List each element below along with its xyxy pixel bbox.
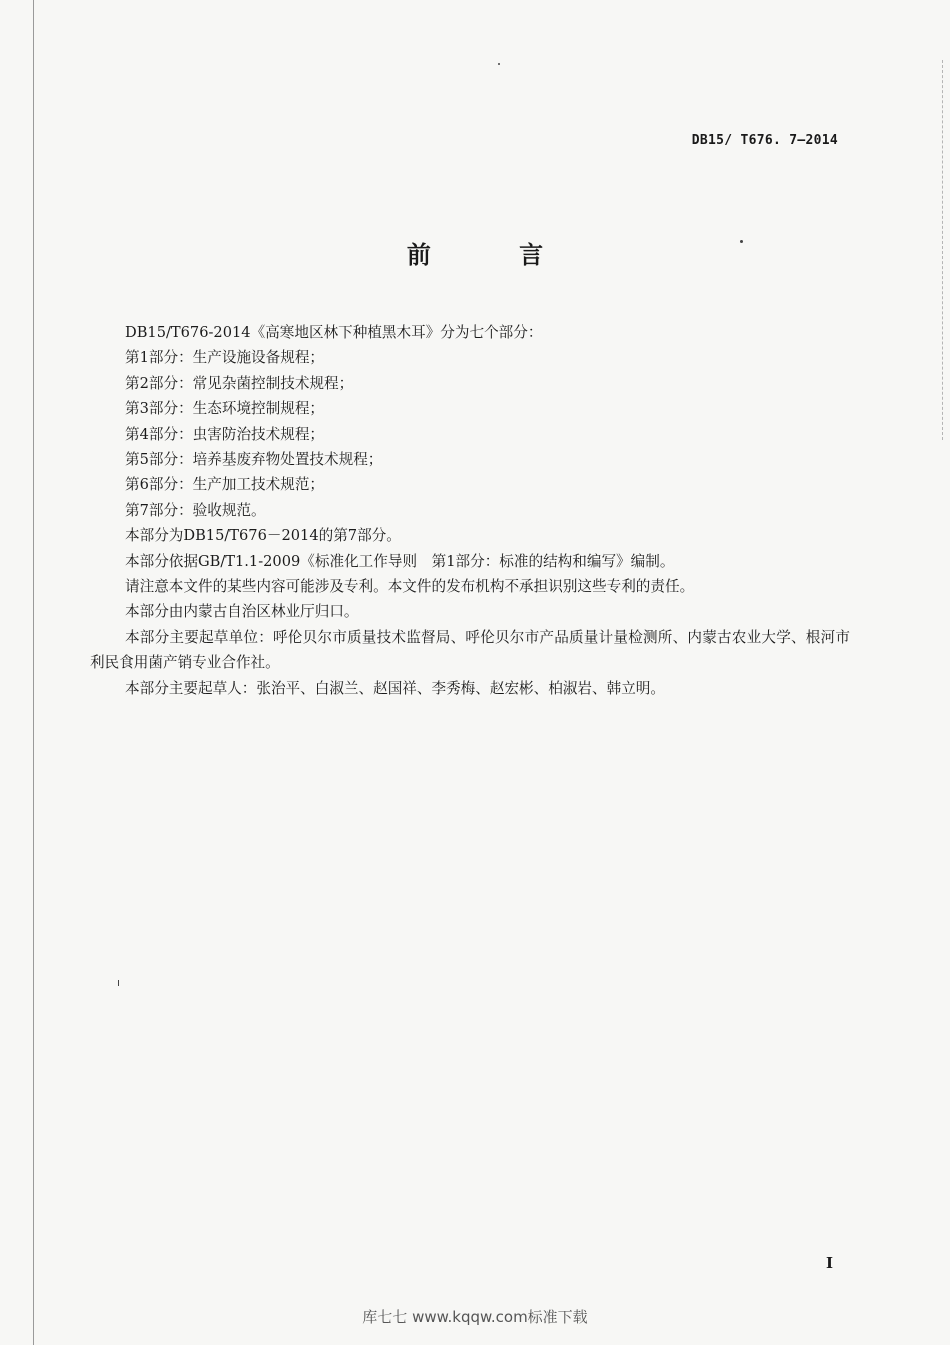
list-item-part-6: 第6部分：生产加工技术规范； [125,476,325,494]
footer-watermark: 库七七 www.kqqw.com标准下载 [362,1308,588,1326]
list-item-part-5: 第5部分：培养基废弃物处置技术规程； [125,451,383,469]
list-item-part-2: 第2部分：常见杂菌控制技术规程； [125,374,354,392]
paragraph-drafters: 本部分主要起草人：张治平、白淑兰、赵国祥、李秀梅、赵宏彬、柏淑岩、韩立明。 [125,679,665,697]
list-item-part-4: 第4部分：虫害防治技术规程； [125,425,325,443]
paragraph-responsible-dept: 本部分由内蒙古自治区林业厅归口。 [125,603,359,621]
list-item-part-1: 第1部分：生产设施设备规程； [125,349,325,367]
list-item-part-7: 第7部分：验收规范。 [125,501,266,519]
standard-code: DB15/ T676. 7—2014 [691,133,838,148]
page-number: I [826,1254,834,1272]
scan-speck [740,240,743,243]
paragraph-intro: DB15/T676-2014《高寒地区林下种植黑木耳》分为七个部分： [125,324,543,341]
scan-speck [498,63,500,65]
list-item-part-3: 第3部分：生态环境控制规程； [125,400,325,418]
scan-speck [118,980,119,986]
page-title: 前 言 [406,241,584,269]
foreword-body [90,320,850,701]
paragraph-basis: 本部分依据GB/T1.1-2009《标准化工作导则 第1部分：标准的结构和编写》编制。 [125,552,675,570]
paragraph-patent-notice: 请注意本文件的某些内容可能涉及专利。本文件的发布机构不承担识别这些专利的责任。 [125,578,695,596]
paragraph-drafting-units: 本部分主要起草单位：呼伦贝尔市质量技术监督局、呼伦贝尔市产品质量计量检测所、内蒙古农业大学、根河市利民食用菌产销专业合作社。 [90,628,850,672]
scan-edge-left [33,0,34,1345]
paragraph-this-part: 本部分为DB15/T676－2014的第7部分。 [125,527,401,545]
